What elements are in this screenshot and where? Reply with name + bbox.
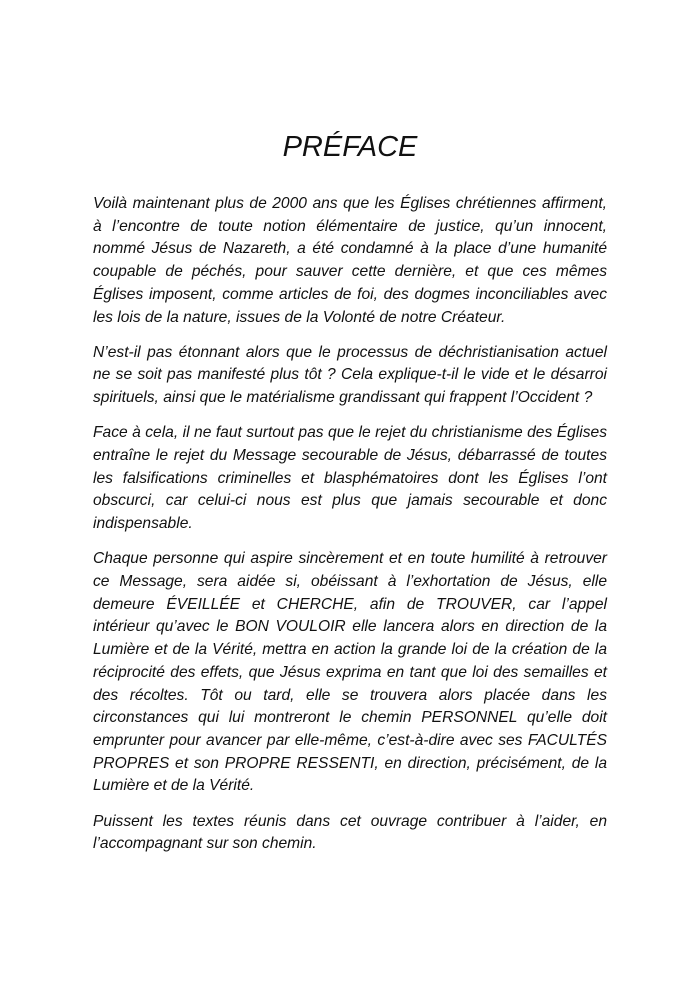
page-title: PRÉFACE	[282, 131, 418, 163]
preface-body	[93, 193, 607, 868]
paragraph-3: Face à cela, il ne faut surtout pas que le rejet du christianisme des Églises entraîne le rejet du Message secourable de Jésus, débarrassé de toutes les falsifications criminelles et blasphématoires dont les Églises l’ont obscurci, car celui-ci nous est plus que jamais secourable et donc indispensable.	[93, 424, 607, 533]
paragraph-1: Voilà maintenant plus de 2000 ans que les Églises chrétiennes affirment, à l’encontre de toute notion élémentaire de justice, qu’un innocent, nommé Jésus de Nazareth, a été condamné à la place d’une humanité coupable de péchés, pour sauver cette dernière, et que ces mêmes Églises imposent, comme articles de foi, des dogmes inconciliables avec les lois de la nature, issues de la Volonté de notre Créateur.	[93, 195, 607, 326]
paragraph-5: Puissent les textes réunis dans cet ouvrage contribuer à l’aider, en l’accompagnant sur son chemin.	[93, 812, 607, 853]
paragraph-4: Chaque personne qui aspire sincèrement et en toute humilité à retrouver ce Message, sera aidée si, obéissant à l’exhortation de Jésus, elle demeure ÉVEILLÉE et CHERCHE, afin de TROUVER, car l’appel intérieur qu’avec le BON VOULOIR elle lancera alors en direction de la Lumière et de la Vérité, mettra en action la grande loi de la création de la réciprocité des effets, que Jésus exprima en tant que loi des semailles et des récoltes. Tôt ou tard, elle se trouvera alors placée dans les circonstances qui lui montreront le chemin PERSONNEL qu’elle doit emprunter pour avancer par elle-même, c’est-à-dire avec ses FACULTÉS PROPRES et son PROPRE RESSENTI, en direction, précisément, de la Lumière et de la Vérité.	[93, 550, 607, 795]
paragraph-2: N’est-il pas étonnant alors que le processus de déchristianisation actuel ne se soit pas manifesté plus tôt ? Cela explique-t-il le vide et le désarroi spirituels, ainsi que le matérialisme grandissant qui frappent l’Occident ?	[93, 343, 607, 407]
